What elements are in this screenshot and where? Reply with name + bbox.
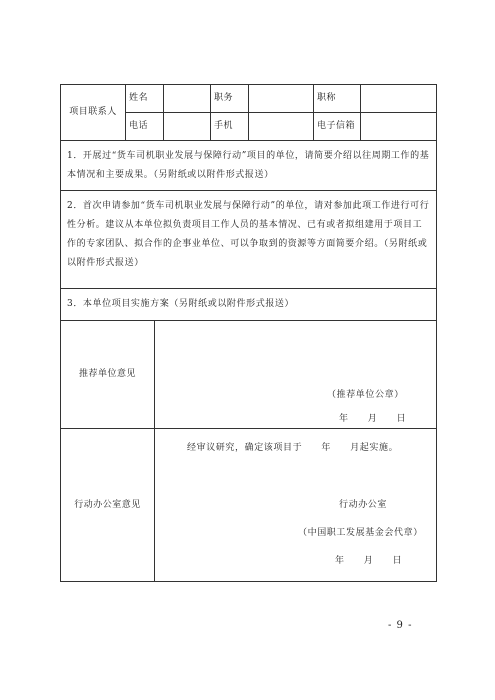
section-2-row xyxy=(61,191,436,289)
contact-label: 项目联系人 xyxy=(61,85,126,140)
office-name: 行动办公室 xyxy=(339,500,388,510)
name-label: 姓名 xyxy=(126,85,164,112)
title-label: 职称 xyxy=(314,85,361,112)
office-label: 行动办公室意见 xyxy=(61,429,155,581)
contact-row xyxy=(61,85,436,141)
recommend-row xyxy=(61,321,436,429)
page-number: - 9 - xyxy=(388,620,413,631)
mobile-field[interactable] xyxy=(249,113,314,140)
phone-label: 电话 xyxy=(126,113,164,140)
contact-grid xyxy=(126,85,436,140)
position-label: 职务 xyxy=(211,85,249,112)
title-field[interactable] xyxy=(361,85,436,112)
section-3-row xyxy=(61,289,436,321)
position-field[interactable] xyxy=(249,85,314,112)
mobile-label: 手机 xyxy=(211,113,249,140)
recommend-body[interactable] xyxy=(155,321,436,428)
recommend-label: 推荐单位意见 xyxy=(61,321,155,428)
office-seal: （中国职工发展基金会代章） xyxy=(298,528,423,538)
email-field[interactable] xyxy=(361,113,436,140)
office-row xyxy=(61,429,436,581)
section-3-text: 3．本单位项目实施方案（另附纸或以附件形式报送） xyxy=(67,299,295,309)
phone-field[interactable] xyxy=(164,113,211,140)
application-form xyxy=(60,84,437,582)
section-1-row xyxy=(61,141,436,191)
contact-grid-row-2 xyxy=(126,112,436,140)
section-1-text: 1．开展过“货车司机职业发展与保障行动”项目的单位，请简要介绍以往周期工作的基本情况和主要成果。（另附纸或以附件形式报送） xyxy=(67,151,430,180)
office-date: 年 月 日 xyxy=(335,556,403,566)
recommend-seal: （推荐单位公章） xyxy=(327,390,404,400)
name-field[interactable] xyxy=(164,85,211,112)
office-statement: 经审议研究，确定该项目于 年 月起实施。 xyxy=(187,443,399,453)
contact-grid-row-1 xyxy=(126,85,436,112)
office-body xyxy=(155,429,436,581)
email-label: 电子信箱 xyxy=(314,113,361,140)
recommend-date: 年 月 日 xyxy=(339,414,407,424)
section-2-text: 2．首次申请参加“货车司机职业发展与保障行动”的单位，请对参加此项工作进行可行性分析。建议从本单位拟负责项目工作人员的基本情况、已有或者拟组建用于项目工作的专家团队、拟合作的企事业单位、可以争取到的资源等方面简要介绍。（另附纸或以附件形式报送） xyxy=(67,201,430,268)
